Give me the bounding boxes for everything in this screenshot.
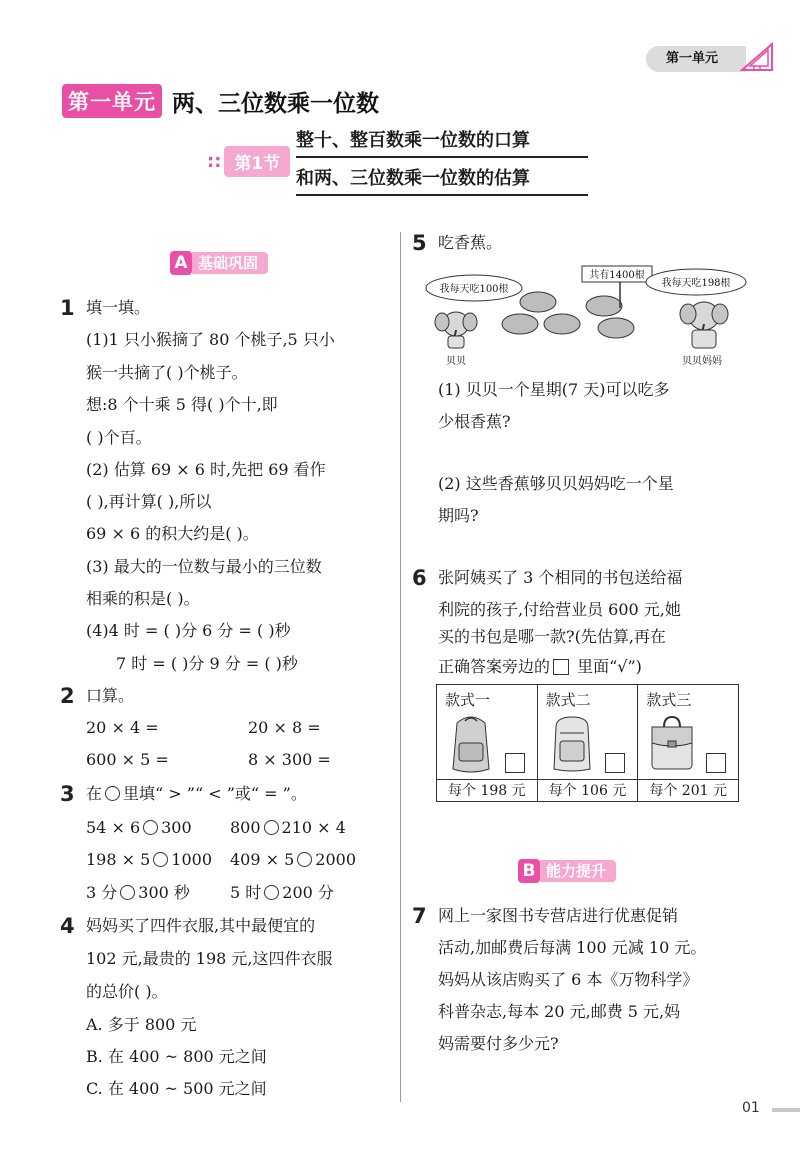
q3-r3b-right: 200 分 — [282, 883, 334, 902]
q3-r2b-right: 2000 — [315, 850, 357, 869]
bag-table — [436, 684, 739, 802]
q6-line2: 利院的孩子,付给营业员 600 元,她 — [438, 600, 681, 619]
q5-number: 5 — [412, 231, 427, 255]
q1-line1: (1)1 只小猴摘了 80 个桃子,5 只小 — [86, 330, 335, 349]
bag-name-2: 款式二 — [545, 691, 591, 709]
q3-title-pre: 在 — [86, 784, 103, 803]
compare-circle[interactable] — [297, 852, 312, 867]
q7-line1: 网上一家图书专营店进行优惠促销 — [438, 906, 679, 925]
part-a-letter: A — [170, 251, 192, 275]
q2-c: 600 × 5 = — [86, 750, 169, 769]
q1-line3: 想:8 个十乘 5 得( )个十,即 — [86, 395, 278, 414]
q5-p2-line2: 期吗? — [438, 506, 479, 525]
q1-line11: 7 时 = ( )分 9 分 = ( )秒 — [116, 654, 298, 673]
q3-r1b-left: 800 — [230, 818, 261, 837]
unit-title: 两、三位数乘一位数 — [172, 90, 379, 117]
q4-option-c[interactable]: C. 在 400 ~ 500 元之间 — [86, 1079, 267, 1098]
compare-circle[interactable] — [153, 852, 168, 867]
bag-checkbox-1[interactable] — [505, 753, 525, 773]
satchel-icon — [644, 713, 700, 775]
q7-line5: 妈需要付多少元? — [438, 1034, 559, 1053]
q6-number: 6 — [412, 566, 427, 590]
q6-line4-pre: 正确答案旁边的 — [438, 657, 551, 676]
q3-title-post: 里填“ > ”“ < ”或“ = ”。 — [123, 784, 307, 803]
q3-r2a-left: 198 × 5 — [86, 850, 151, 869]
q6-line3: 买的书包是哪一款?(先估算,再在 — [438, 627, 666, 646]
q1-line6: ( ),再计算( ),所以 — [86, 492, 212, 511]
name-right: 贝贝妈妈 — [682, 356, 722, 367]
backpack-icon — [443, 713, 499, 775]
q4-number: 4 — [60, 914, 75, 938]
bag-cell-3 — [638, 685, 738, 801]
q3-r2b — [230, 849, 356, 871]
unit-tab: 第一单元 — [646, 46, 746, 72]
square-blank-icon — [553, 659, 569, 675]
q3-r3a — [86, 882, 190, 904]
q3-r2a-right: 1000 — [171, 850, 213, 869]
q3-r3a-left: 3 分 — [86, 883, 118, 902]
q3-r2a — [86, 849, 212, 871]
q1-line5: (2) 估算 69 × 6 时,先把 69 看作 — [86, 460, 326, 479]
q2-b: 20 × 8 = — [248, 718, 321, 737]
backpack-icon — [544, 713, 600, 775]
unit-badge: 第一单元 — [62, 84, 162, 118]
q4-option-b[interactable]: B. 在 400 ~ 800 元之间 — [86, 1047, 267, 1066]
q3-r1a-left: 54 × 6 — [86, 818, 141, 837]
section-dots: :: — [207, 150, 222, 172]
q3-r2b-left: 409 × 5 — [230, 850, 295, 869]
q6-line1: 张阿姨买了 3 个相同的书包送给福 — [438, 568, 683, 587]
ruler-triangle-icon — [740, 42, 774, 72]
q3-number: 3 — [60, 782, 75, 806]
compare-circle[interactable] — [264, 820, 279, 835]
q4-line1: 妈妈买了四件衣服,其中最便宜的 — [86, 916, 316, 935]
q3-r1a — [86, 817, 192, 839]
part-a-text: 基础巩固 — [192, 252, 268, 274]
section-title-line2: 和两、三位数乘一位数的估算 — [296, 162, 588, 196]
bag-checkbox-3[interactable] — [706, 753, 726, 773]
q1-line4: ( )个百。 — [86, 428, 152, 447]
q5-p1-line1: (1) 贝贝一个星期(7 天)可以吃多 — [438, 380, 670, 399]
elephant-mama-icon — [680, 302, 728, 348]
q3-r1b — [230, 817, 346, 839]
section-badge — [207, 146, 290, 176]
q7-line2: 活动,加邮费后每满 100 元减 10 元。 — [438, 938, 707, 957]
page-number: 01 — [742, 1100, 760, 1116]
unit-heading — [62, 84, 379, 118]
q3-r3b — [230, 882, 334, 904]
part-b-text: 能力提升 — [540, 860, 616, 882]
banana-illustration — [420, 262, 750, 374]
bag-checkbox-2[interactable] — [605, 753, 625, 773]
elephant-beibei-icon — [435, 312, 477, 348]
page-bar — [772, 1108, 800, 1112]
q7-number: 7 — [412, 904, 427, 928]
bag-price-1: 每个 198 元 — [437, 779, 537, 801]
q2-number: 2 — [60, 684, 75, 708]
bag-name-1: 款式一 — [445, 691, 491, 709]
part-a-badge — [170, 251, 268, 275]
q1-line8: (3) 最大的一位数与最小的三位数 — [86, 557, 322, 576]
q4-option-a[interactable]: A. 多于 800 元 — [86, 1015, 197, 1034]
q4-line3: 的总价( )。 — [86, 982, 168, 1001]
section-titles — [296, 124, 588, 196]
q1-line9: 相乘的积是( )。 — [86, 589, 200, 608]
q6-line4-post: 里面“√”) — [572, 657, 642, 676]
q1-number: 1 — [60, 296, 75, 320]
q3-r1b-right: 210 × 4 — [281, 818, 346, 837]
q5-title: 吃香蕉。 — [438, 233, 503, 252]
bag-price-3: 每个 201 元 — [638, 779, 738, 801]
bag-name-3: 款式三 — [646, 691, 692, 709]
q2-d: 8 × 300 = — [248, 750, 331, 769]
section-title-line1: 整十、整百数乘一位数的口算 — [296, 124, 588, 158]
circle-blank-icon — [105, 786, 120, 801]
bag-cell-2 — [538, 685, 639, 801]
q1-line7: 69 × 6 的积大约是( )。 — [86, 524, 259, 543]
bag-cell-1 — [437, 685, 538, 801]
q1-line10: (4)4 时 = ( )分 6 分 = ( )秒 — [86, 621, 291, 640]
q2-title: 口算。 — [86, 686, 135, 705]
q1-line2: 猴一共摘了( )个桃子。 — [86, 363, 248, 382]
bubble-right-text: 我每天吃198根 — [661, 278, 731, 289]
q5-p1-line2: 少根香蕉? — [438, 412, 511, 431]
bag-price-2: 每个 106 元 — [538, 779, 638, 801]
q6-line4 — [438, 656, 642, 678]
q4-line2: 102 元,最贵的 198 元,这四件衣服 — [86, 949, 333, 968]
q7-line3: 妈妈从该店购买了 6 本《万物科学》 — [438, 970, 699, 989]
q3-title — [86, 783, 307, 805]
q1-title: 填一填。 — [86, 298, 151, 317]
part-b-letter: B — [518, 859, 540, 883]
name-left: 贝贝 — [446, 356, 466, 367]
section-pill: 第1节 — [224, 146, 290, 177]
sign-text: 共有1400根 — [589, 270, 645, 281]
bubble-left-text: 我每天吃100根 — [439, 284, 509, 295]
q5-p2-line1: (2) 这些香蕉够贝贝妈妈吃一个星 — [438, 474, 674, 493]
compare-circle[interactable] — [120, 885, 135, 900]
banana-bunch-icon — [502, 292, 634, 338]
q3-r1a-right: 300 — [161, 818, 192, 837]
q3-r3b-left: 5 时 — [230, 883, 262, 902]
compare-circle[interactable] — [143, 820, 158, 835]
part-b-badge — [518, 859, 616, 883]
compare-circle[interactable] — [264, 885, 279, 900]
q7-line4: 科普杂志,每本 20 元,邮费 5 元,妈 — [438, 1002, 681, 1021]
q3-r3a-right: 300 秒 — [138, 883, 190, 902]
column-divider — [400, 232, 401, 1102]
q2-a: 20 × 4 = — [86, 718, 159, 737]
